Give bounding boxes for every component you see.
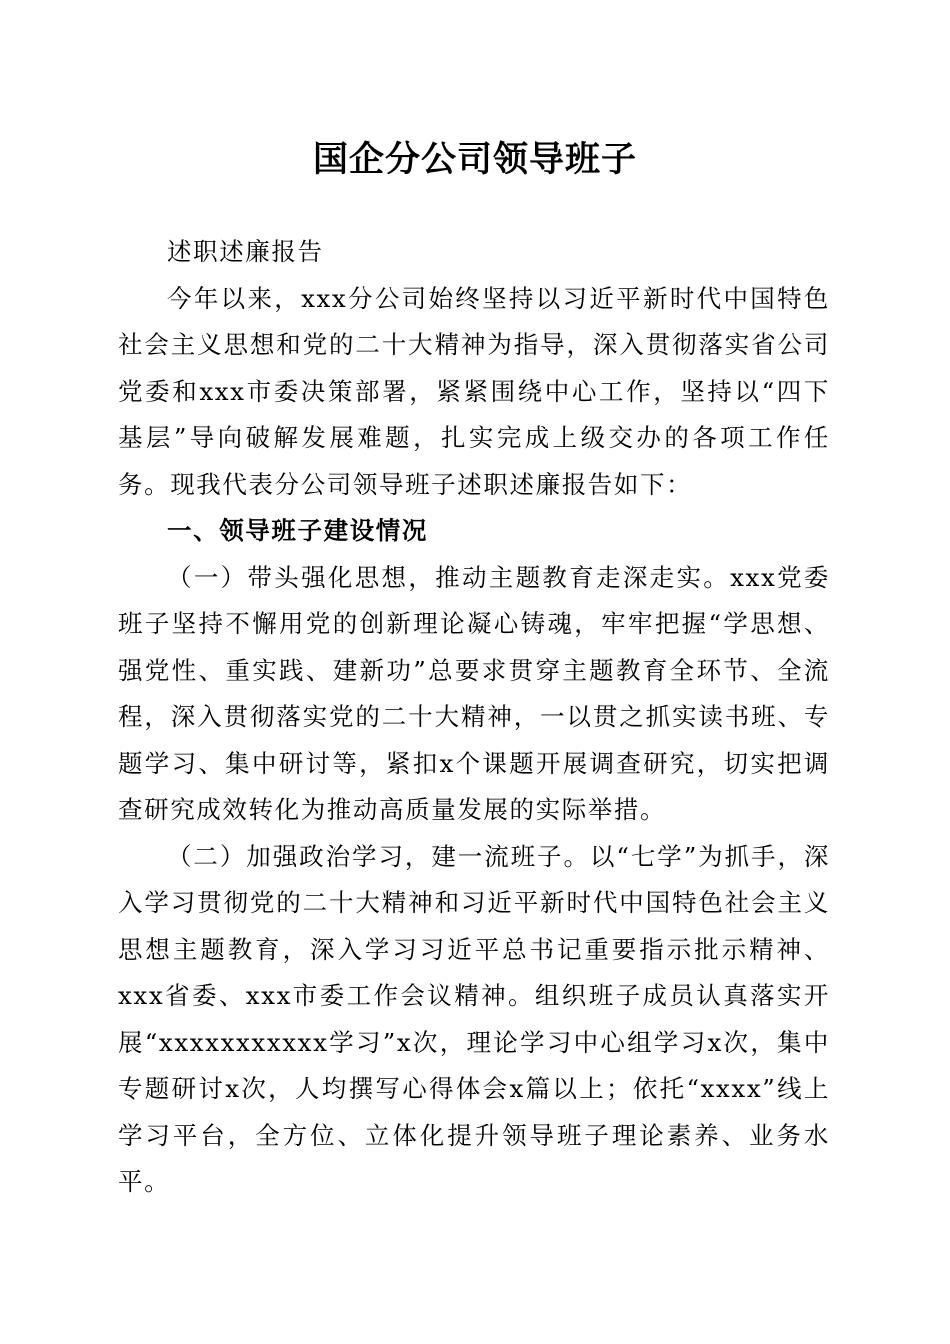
section-heading-1: 一、领导班子建设情况 <box>167 516 428 545</box>
item-2-body: 以“七学”为抓手，深入学习贯彻党的二十大精神和习近平新时代中国特色社会主义思想主题教育，深入学习习近平总书记重要指示批示精神、xxx省委、xxx市委工作会议精神。组织班子成员认真落实开展“xxxxxxxxxxx学习”x次，理论学习中心组学习x次，集中专题研讨x次，人均撰写心得体会x篇以上；依托“xxxx”线上学习平台，全方位、立体化提升领导班子理论素养、业务水平。 <box>118 841 830 1196</box>
item-2-lead: （二）加强政治学习，建一流班子。 <box>167 841 590 871</box>
item-2-paragraph <box>118 834 830 1206</box>
document-body <box>118 229 830 1206</box>
item-1-paragraph <box>118 555 830 834</box>
document-subtitle: 述职述廉报告 <box>167 237 324 266</box>
document-title: 国企分公司领导班子 <box>312 139 637 180</box>
item-1-body: xxx党委班子坚持不懈用党的创新理论凝心铸魂，牢牢把握“学思想、强党性、重实践、建新功”总要求贯穿主题教育全环节、全流程，深入贯彻落实党的二十大精神，一以贯之抓实读书班、专题学习、集中研讨等，紧扣x个课题开展调查研究，切实把调查研究成效转化为推动高质量发展的实际举措。 <box>118 562 830 824</box>
item-1-lead: （一）带头强化思想，推动主题教育走深走实。 <box>167 562 731 592</box>
intro-paragraph: 今年以来，xxx分公司始终坚持以习近平新时代中国特色社会主义思想和党的二十大精神为指导，深入贯彻落实省公司党委和xxx市委决策部署，紧紧围绕中心工作，坚持以“四下基层”导向破解发展难题，扎实完成上级交办的各项工作任务。现我代表分公司领导班子述职述廉报告如下： <box>118 283 830 499</box>
